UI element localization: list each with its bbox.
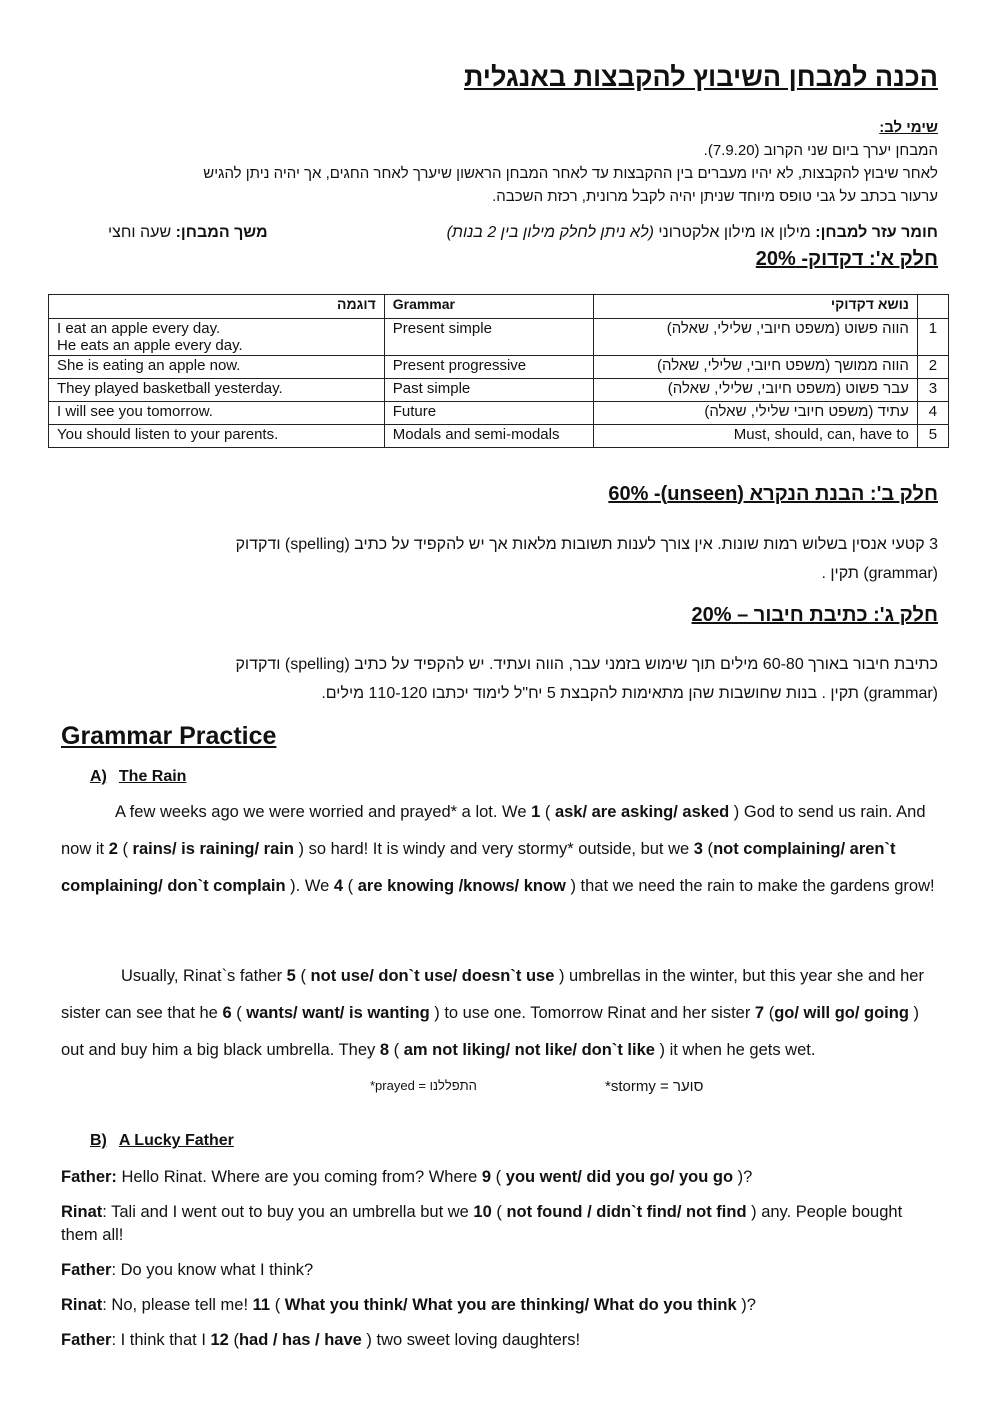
dialog-line: Father: Hello Rinat. Where are you coming from? Where 9 ( you went/ did you go/ you go )?	[61, 1168, 753, 1186]
header-grammar: Grammar	[384, 295, 593, 319]
cell-grammar: Present simple	[384, 319, 593, 356]
choice-9: you went/ did you go/ you go	[505, 1168, 734, 1186]
cell-number: 5	[917, 425, 948, 448]
choice-7: go/ will go/ going	[774, 1004, 909, 1022]
table-row	[49, 402, 949, 425]
notice-line: לאחר שיבוץ להקבצות, לא יהיו מעברים בין ההקבצות עד לאחר המבחן הראשון שיערך לאחר החגים, אך יהיה ניתן להגיש	[203, 165, 938, 182]
part-c-line: (grammar) תקין . בנות שחושבות שהן מתאימות להקבצת 5 יח"ל לימוד יכתבו 110-120 מילים.	[321, 685, 938, 702]
header-number	[917, 295, 948, 319]
duration-label: משך המבחן:	[175, 224, 268, 241]
dialog	[61, 1166, 941, 1364]
cell-topic: עתיד (משפט חיובי שלילי, שאלה)	[594, 402, 918, 425]
part-c-line: כתיבת חיבור באורך 60-80 מילים תוך שימוש בזמני עבר, הווה ועתיד. יש להקפיד על כתיב (spelling) ודקדוק	[235, 656, 938, 673]
notice-line: ערעור בכתב על גבי טופס מיוחד שניתן יהיה לקבל מרונית, רכזת השכבה.	[492, 188, 938, 205]
choice-10: not found / didn`t find/ not find	[506, 1203, 747, 1221]
dialog-line: Father: I think that I 12 (had / has / have ) two sweet loving daughters!	[61, 1331, 581, 1349]
aids-value: מילון או מילון אלקטרוני	[653, 224, 816, 241]
header-example: דוגמה	[49, 295, 385, 319]
gloss-prayed: *prayed = התפללנו	[370, 1078, 477, 1093]
choice-12: had / has / have	[238, 1331, 362, 1349]
aids-label: חומר עזר למבחן:	[815, 224, 938, 241]
dialog-line: Rinat: No, please tell me! 11 ( What you think/ What you are thinking/ What do you think )?	[61, 1296, 756, 1314]
story-paragraph-1: A few weeks ago we were worried and prayed* a lot. We 1 ( ask/ are asking/ asked ) God to send us rain. And now it 2 ( rains/ is raining/ rain ) so hard! It is windy and very stormy* outside, but we 3 (not complaining/ aren`t complaining/ don`t complain ). We 4 ( are knowing /knows/ know ) that we need the rain to make the gardens grow!	[61, 803, 935, 895]
aids-note: (לא ניתן לחלק מילון בין 2 בנות)	[446, 224, 654, 241]
part-b-line: 3 קטעי אנסין בשלוש רמות שונות. אין צורך לענות תשובות מלאות אך יש להקפיד על כתיב (spelling) ודקדוק	[235, 536, 938, 553]
gloss-stormy: *stormy = סוער	[605, 1078, 704, 1095]
cell-topic: עבר פשוט (משפט חיובי, שלילי, שאלה)	[594, 379, 918, 402]
part-c-heading: חלק ג': כתיבת חיבור – 20%	[691, 604, 938, 626]
cell-example: You should listen to your parents.	[49, 425, 385, 448]
cell-example: She is eating an apple now.	[49, 356, 385, 379]
cell-number: 2	[917, 356, 948, 379]
choice-1: ask/ are asking/ asked	[554, 803, 730, 821]
choice-11: What you think/ What you are thinking/ What do you think	[284, 1296, 737, 1314]
cell-number: 4	[917, 402, 948, 425]
cell-topic: הווה ממושך (משפט חיובי, שלילי, שאלה)	[594, 356, 918, 379]
notice-block	[78, 116, 938, 208]
header-topic: נושא דקדוקי	[594, 295, 918, 319]
table-row	[49, 319, 949, 356]
part-b-line: (grammar) תקין .	[821, 565, 938, 582]
cell-topic: Must, should, can, have to	[594, 425, 918, 448]
cell-example: They played basketball yesterday.	[49, 379, 385, 402]
cell-grammar: Future	[384, 402, 593, 425]
section-b-letter: B)	[90, 1132, 107, 1149]
grammar-practice-title: Grammar Practice	[61, 722, 277, 750]
notice-line: המבחן יערך ביום שני הקרוב (7.9.20).	[703, 142, 938, 159]
table-row	[49, 379, 949, 402]
page-title: הכנה למבחן השיבוץ להקבצות באנגלית	[463, 62, 938, 92]
table-row	[49, 425, 949, 448]
choice-3: not complaining/ aren`t complaining/ don`t complain	[61, 840, 896, 895]
dialog-line: Father: Do you know what I think?	[61, 1261, 314, 1279]
story-paragraph-2: Usually, Rinat`s father 5 ( not use/ don`t use/ doesn`t use ) umbrellas in the winter, but this year she and her sister can see that he 6 ( wants/ want/ is wanting ) to use one. Tomorrow Rinat and her sister 7 (go/ will go/ going ) out and buy him a big black umbrella. They 8 ( am not liking/ not like/ don`t like ) it when he gets wet.	[61, 967, 924, 1059]
section-b-title: A Lucky Father	[118, 1132, 234, 1149]
part-a-heading: חלק א': דקדוק- 20%	[755, 248, 938, 270]
cell-grammar: Modals and semi-modals	[384, 425, 593, 448]
notice-heading: שימי לב:	[879, 119, 938, 136]
cell-grammar: Present progressive	[384, 356, 593, 379]
part-c-description	[78, 650, 938, 708]
cell-topic: הווה פשוט (משפט חיובי, שלילי, שאלה)	[594, 319, 918, 356]
choice-2: rains/ is raining/ rain	[132, 840, 294, 858]
choice-6: wants/ want/ is wanting	[246, 1004, 430, 1022]
section-b-heading	[90, 1132, 234, 1150]
duration-value: שעה וחצי	[108, 224, 176, 241]
cell-example: I will see you tomorrow.	[49, 402, 385, 425]
part-b-heading: חלק ב': הבנת הנקרא (unseen)- 60%	[608, 483, 938, 505]
section-a-letter: A)	[90, 768, 107, 785]
part-b-description	[78, 530, 938, 588]
choice-4: are knowing /knows/ know	[357, 877, 566, 895]
grammar-topics-table	[48, 294, 949, 448]
section-a-heading	[90, 768, 186, 786]
table-row	[49, 356, 949, 379]
cell-number: 1	[917, 319, 948, 356]
choice-8: am not liking/ not like/ don`t like	[403, 1041, 655, 1059]
choice-5: not use/ don`t use/ doesn`t use	[310, 967, 555, 985]
cell-number: 3	[917, 379, 948, 402]
cell-example: I eat an apple every day. He eats an apple every day.	[49, 319, 385, 356]
table-header-row	[49, 295, 949, 319]
section-a-title: The Rain	[118, 768, 187, 785]
cell-grammar: Past simple	[384, 379, 593, 402]
dialog-line: Rinat: Tali and I went out to buy you an umbrella but we 10 ( not found / didn`t find/ not find ) any. People bought them all!	[61, 1203, 903, 1244]
